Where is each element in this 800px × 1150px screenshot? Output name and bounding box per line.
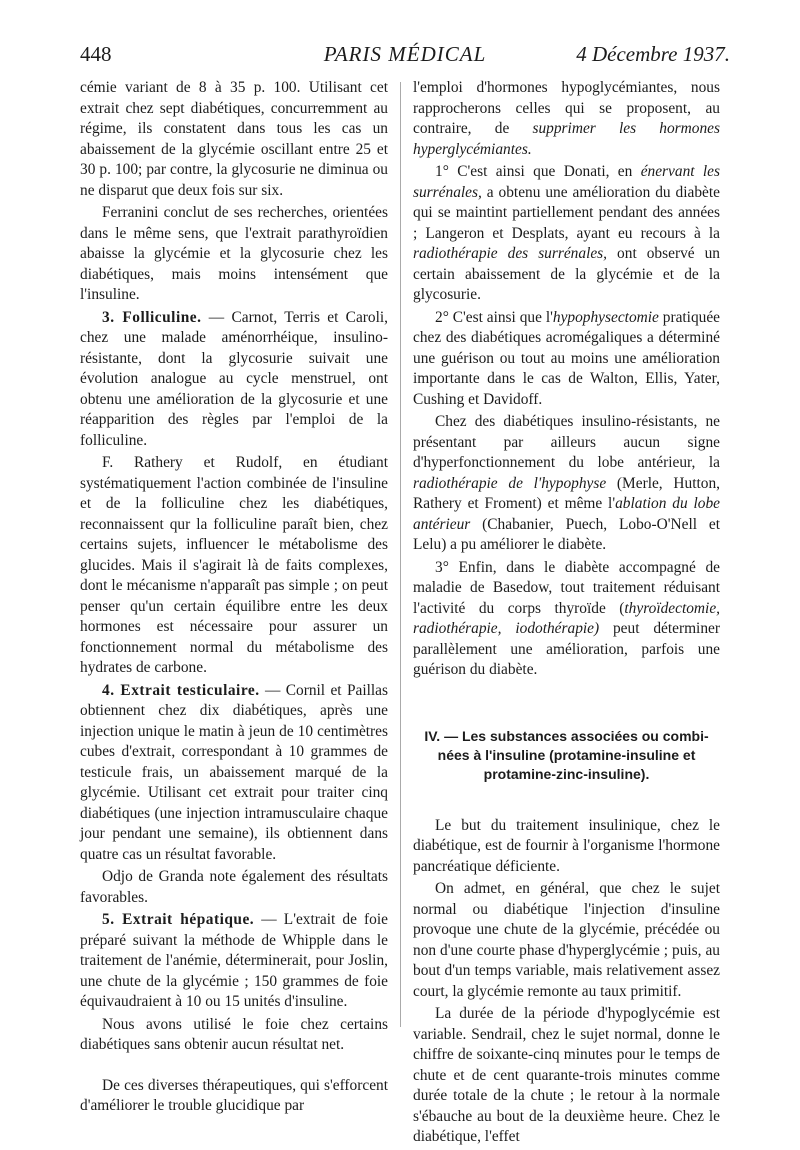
paragraph — [80, 681, 388, 866]
section-heading-line: protamine-zinc-insuline). — [483, 765, 650, 782]
page-number: 448 — [80, 42, 112, 66]
italic-text: radiothérapie de l'hypophyse — [413, 474, 607, 492]
paragraph — [413, 308, 720, 411]
paragraph-text: Chez des diabétiques insulino-résistants, ne présentant par ailleurs aucun signe d'hyperfonctionnement du lobe antérieur, la — [413, 413, 720, 471]
journal-title: PARIS MÉDICAL — [323, 42, 487, 66]
paragraph-text: — L'extrait de foie préparé suivant la méthode de Whipple dans le traitement de l'anémie, déterminerait, pour Joslin, une chute de la glycémie ; 150 grammes de foie équivaudraient à 10 ou 15 unités d'insuline. — [80, 911, 388, 1010]
paragraph: Ferranini conclut de ses recherches, orientées dans le même sens, que l'extrait parathyroïdien abaisse la glycémie et la glycosurie chez les diabétiques, mais moins intensément que l'insuline. — [80, 204, 388, 303]
paragraph: De ces diverses thérapeutiques, qui s'efforcent d'améliorer le trouble glucidique par — [80, 1076, 388, 1114]
italic-text: supprimer les hormones hyperglycémiantes. — [413, 120, 720, 158]
paragraph-text: — Cornil et Paillas obtiennent chez dix diabétiques, après une injection unique le matin à jeun de 10 centimètres cubes d'extrait, correspondant à 10 grammes de testicule frais, un abaissement marqué de la glycémie. Utilisant cet extrait pour traiter cinq diabétiques (une injection intramusculaire chaque jour pendant une semaine), ils obtiennent dans quatre cas un résultat favorable. — [80, 681, 389, 863]
paragraph-text: ont observé un certain abaissement de la glycémie et de la glycosurie. — [413, 245, 721, 303]
paragraph-text: (Chabanier, Puech, Lobo-O'Nell et Lelu) a pu améliorer le diabète. — [413, 515, 720, 553]
paragraph-text: 1° C'est ainsi que Donati, en — [435, 163, 641, 180]
italic-text: thyroïdectomie, radiothérapie, iodothérapie) — [413, 599, 720, 637]
paragraph — [80, 910, 388, 1013]
paragraph-text: 2° C'est ainsi que l' — [435, 308, 553, 326]
running-header — [80, 42, 730, 70]
paragraph-text: 3° Enfin, dans le diabète accompagné de maladie de Basedow, tout traitement réduisant l'activité du corps thyroïde ( — [413, 558, 720, 617]
paragraph-text: — Carnot, Terris et Caroli, chez une malade aménorrhéique, insulino-résistante, dont la glycosurie suivait une évolution analogue au cycle menstruel, ont obtenu une amélioration de la glycosurie et une réapparition des règles par l'emploi de la folliculine. — [80, 308, 388, 449]
paragraph-text: l'emploi d'hormones hypoglycémiantes, nous rapprocherons celles qui se proposent, au contraire, de — [413, 79, 720, 137]
italic-text: énervant les surrénales, — [413, 163, 721, 201]
paragraph — [80, 308, 388, 452]
paragraph: Odjo de Granda note également des résultats favorables. — [80, 868, 388, 906]
paragraph: Nous avons utilisé le foie chez certains diabétiques sans obtenir aucun résultat net. — [80, 1015, 388, 1053]
section-heading — [413, 727, 720, 784]
paragraph: La durée de la période d'hypoglycémie est variable. Sendrail, chez le sujet normal, donne le chiffre de soixante-cinq minutes pour le temps de chute et de cent quarante-trois minutes comme durée totale de la chute ; le retour à la normale s'ébauche au bout de la deuxième heure. Chez le diabétique, l'effet — [413, 1005, 720, 1145]
section-heading-line: nées à l'insuline (protamine-insuline et — [437, 746, 696, 763]
paragraph — [413, 78, 720, 160]
paragraph-text: (Merle, Hutton, Rathery et Froment) et même l' — [413, 474, 720, 512]
left-column — [80, 78, 388, 1119]
paragraph — [413, 558, 720, 681]
paragraph — [413, 412, 720, 556]
section-heading-line: IV. — Les substances associées ou combi- — [424, 727, 709, 744]
paragraph-text: a obtenu une amélioration du diabète qui se maintint partiellement pendant des années ; Langeron et Desplats, ayant eu recours à la — [413, 183, 720, 242]
paragraph: cémie variant de 8 à 35 p. 100. Utilisant cet extrait chez sept diabétiques, concurremment au régime, ils constatent dans tous les cas un abaissement de la glycémie oscillant entre 25 et 30 p. 100; par contre, la glycosurie ne diminua ou ne disparut que deux fois sur six. — [80, 79, 388, 199]
paragraph: On admet, en général, que chez le sujet normal ou diabétique l'injection d'insuline provoque une chute de la glycémie, précédée ou non d'une courte phase d'hyperglycémie ; puis, au bout d'un temps variable, mais relativement assez court, la glycémie remonte au taux primitif. — [413, 880, 720, 1000]
paragraph-text: peut déterminer parallèlement une amélioration, parfois une guérison du diabète. — [413, 620, 720, 678]
subsection-heading: 4. Extrait testiculaire. — [102, 681, 260, 699]
paragraph: Le but du traitement insulinique, chez le diabétique, est de fournir à l'organisme l'hormone pancréatique déficiente. — [413, 816, 720, 875]
italic-text: hypophysectomie — [552, 308, 659, 326]
paragraph: F. Rathery et Rudolf, en étudiant systématiquement l'action combinée de l'insuline et de la folliculine chez les diabétiques, reconnaissent qur la folliculine paraît bien, chez certains sujets, influencer le métabolisme des glucides. Mais il s'agirait là de faits complexes, dont le mécanisme n'apparaît pas simple ; on peut penser qu'un certain équilibre entre les deux hormones est nécessaire pour assurer un fonctionnement normal du métabolisme des hydrates de carbone. — [80, 454, 388, 676]
italic-text: radiothérapie des surrénales, — [413, 245, 608, 262]
paragraph — [413, 162, 720, 306]
subsection-heading: 3. Folliculine. — [102, 308, 202, 326]
right-column — [413, 78, 720, 1150]
italic-text: ablation du lobe antérieur — [413, 495, 720, 533]
issue-date: 4 Décembre 1937. — [576, 42, 730, 66]
paragraph-text: pratiquée chez des diabétiques acromégaliques a déterminé une guérison ou tout au moins une amélioration importante dans le cas de Walton, Ellis, Yater, Cushing et Davidoff. — [413, 308, 721, 408]
column-divider — [400, 82, 401, 1027]
subsection-heading: 5. Extrait hépatique. — [102, 911, 255, 928]
